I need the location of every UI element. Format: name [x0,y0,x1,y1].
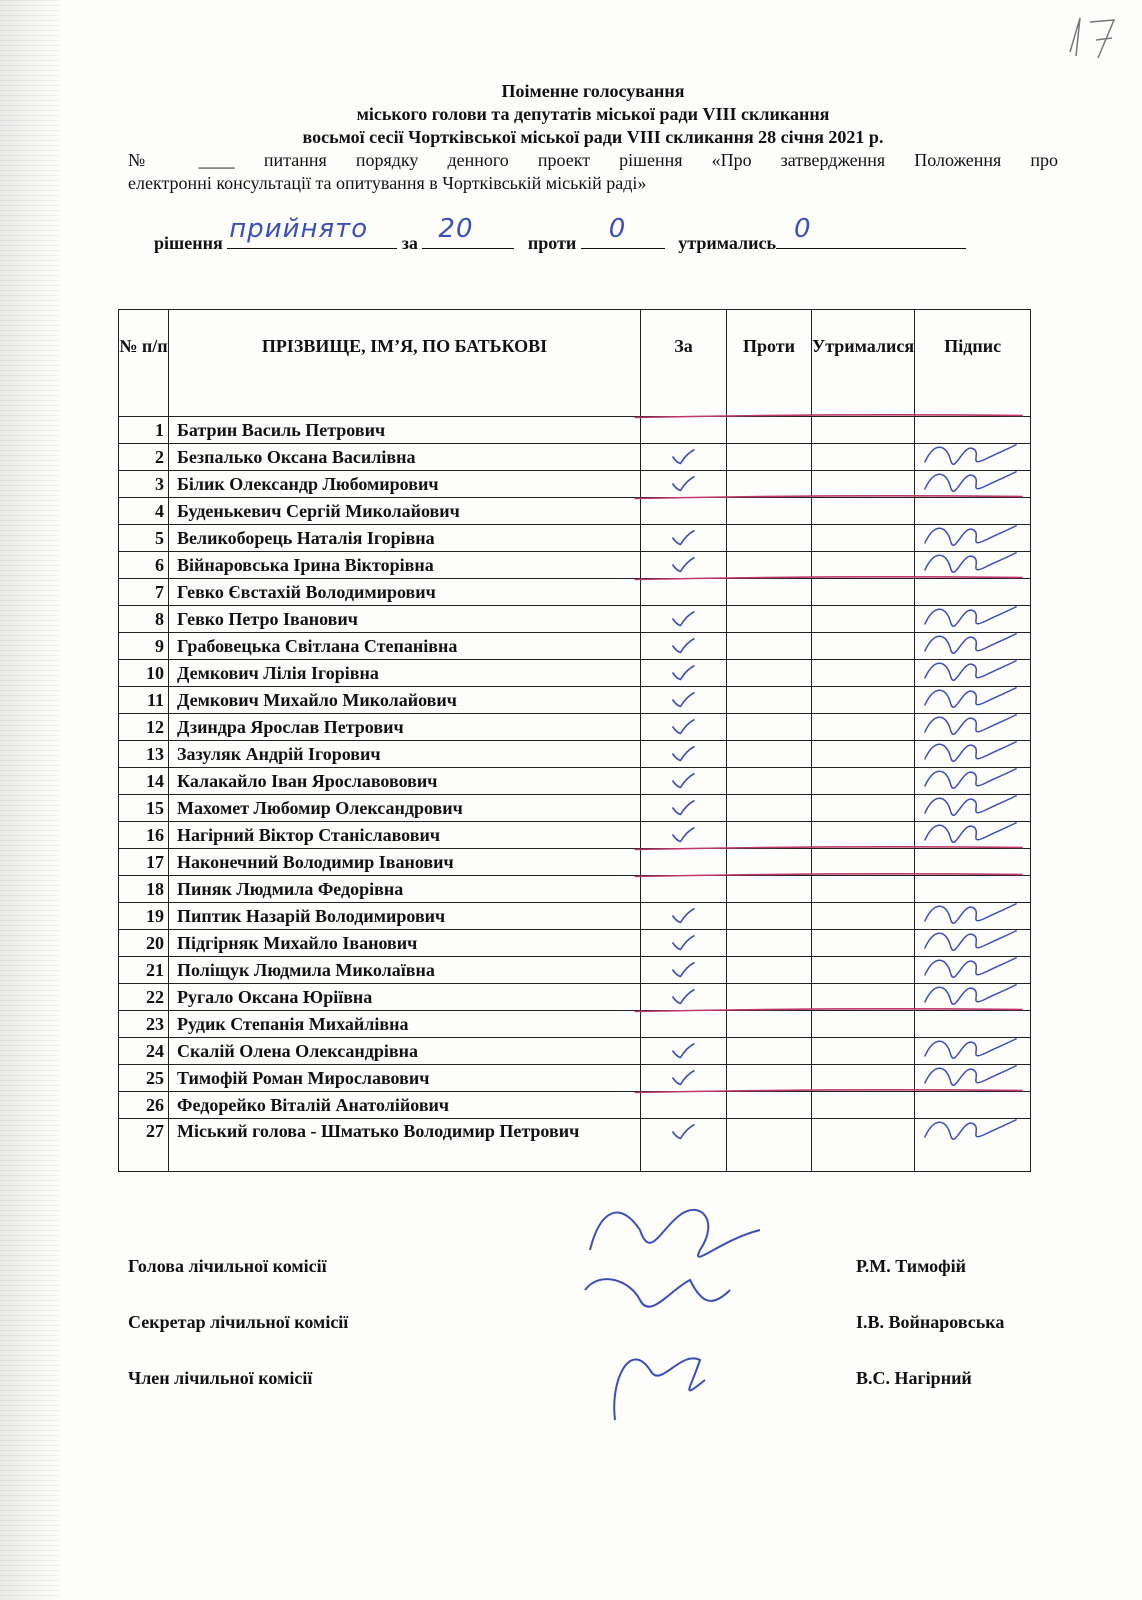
signature-cell [915,417,1031,444]
row-number: 5 [119,525,169,552]
header-abstained: Утрималися [812,310,915,417]
vote-abstained-cell [812,984,915,1011]
vote-for-cell [641,714,727,741]
chair-signature [590,1210,760,1257]
table-row [119,849,1031,876]
signature-cell [915,498,1031,525]
session-line: восьмої сесії Чортківської міської ради VIII скликання 28 січня 2021 р. [302,127,884,147]
signature-cell [915,849,1031,876]
row-number: 10 [119,660,169,687]
decision-value: прийнято [229,214,369,244]
signature-cell [915,660,1031,687]
row-number: 20 [119,930,169,957]
vote-against-cell [727,714,812,741]
scan-edge [0,0,60,1600]
member-name: Тимофій Роман Мирославович [169,1065,641,1092]
secretary-row [128,1312,1048,1368]
vote-for-cell [641,930,727,957]
table-row [119,741,1031,768]
vote-against-cell [727,579,812,606]
votes-table-body [119,417,1031,1172]
chair-name: Р.М. Тимофій [856,1256,967,1276]
row-number: 21 [119,957,169,984]
table-row [119,714,1031,741]
member-name: Демкович Михайло Миколайович [169,687,641,714]
member-name: Грабовецька Світлана Степанівна [169,633,641,660]
row-number: 26 [119,1092,169,1119]
member-name: Дзиндра Ярослав Петрович [169,714,641,741]
member-name: Гевко Євстахій Володимирович [169,579,641,606]
vote-for-cell [641,849,727,876]
member-role: Член лічильної комісії [128,1368,313,1388]
vote-against-cell [727,552,812,579]
vote-against-cell [727,741,812,768]
table-row [119,795,1031,822]
member-name: Гевко Петро Іванович [169,606,641,633]
table-row [119,660,1031,687]
vote-for-cell [641,498,727,525]
table-row [119,822,1031,849]
row-number: 15 [119,795,169,822]
against-label: проти [527,233,577,253]
header-name: ПРІЗВИЩЕ, ІМ’Я, ПО БАТЬКОВІ [169,310,641,417]
member-row [128,1368,1048,1424]
member-name: Поліщук Людмила Миколаївна [169,957,641,984]
vote-for-cell [641,525,727,552]
table-row [119,876,1031,903]
header-num: № п/п [119,310,169,417]
signature-cell [915,1011,1031,1038]
member-name: Федорейко Віталій Анатолійович [169,1092,641,1119]
vote-for-cell [641,417,727,444]
vote-abstained-cell [812,633,915,660]
member-name: Рудик Степанія Михайлівна [169,1011,641,1038]
vote-abstained-cell [812,471,915,498]
vote-abstained-cell [812,822,915,849]
table-header-row [119,310,1031,417]
vote-for-cell [641,1038,727,1065]
doc-title: Поіменне голосування [501,81,685,101]
row-number: 24 [119,1038,169,1065]
vote-for-cell [641,957,727,984]
member-name: Демкович Лілія Ігорівна [169,660,641,687]
table-row [119,471,1031,498]
vote-against-cell [727,984,812,1011]
question-line-2: електронні консультації та опитування в Чортківській міській раді» [128,173,647,193]
vote-against-cell [727,795,812,822]
signature-cell [915,1119,1031,1172]
member-name: Махомет Любомир Олександрович [169,795,641,822]
table-row [119,606,1031,633]
signature-cell [915,1065,1031,1092]
vote-abstained-cell [812,768,915,795]
vote-abstained-cell [812,444,915,471]
signature-cell [915,633,1031,660]
member-name: Безпалько Оксана Василівна [169,444,641,471]
table-row [119,498,1031,525]
member-name: Війнаровська Ірина Вікторівна [169,552,641,579]
for-field [422,214,514,249]
vote-for-cell [641,876,727,903]
table-row [119,768,1031,795]
vote-for-cell [641,444,727,471]
signature-cell [915,606,1031,633]
against-field [581,214,665,249]
signature-cell [915,795,1031,822]
row-number: 7 [119,579,169,606]
vote-against-cell [727,876,812,903]
vote-against-cell [727,606,812,633]
vote-against-cell [727,525,812,552]
signature-cell [915,471,1031,498]
vote-for-cell [641,741,727,768]
decision-label: рішення [154,233,223,253]
table-row [119,984,1031,1011]
vote-for-cell [641,768,727,795]
vote-abstained-cell [812,660,915,687]
row-number: 9 [119,633,169,660]
table-row [119,1119,1031,1172]
vote-for-cell [641,1011,727,1038]
vote-against-cell [727,957,812,984]
member-name: Наконечний Володимир Іванович [169,849,641,876]
row-number: 8 [119,606,169,633]
table-row [119,552,1031,579]
row-number: 12 [119,714,169,741]
vote-against-cell [727,471,812,498]
signature-cell [915,957,1031,984]
member-name: Скалій Олена Олександрівна [169,1038,641,1065]
table-row [119,633,1031,660]
vote-abstained-cell [812,552,915,579]
table-row [119,903,1031,930]
signature-cell [915,1092,1031,1119]
vote-for-cell [641,606,727,633]
vote-against-cell [727,1011,812,1038]
row-number: 13 [119,741,169,768]
document-header [128,80,1058,195]
table-row [119,687,1031,714]
table-row [119,1038,1031,1065]
table-row [119,525,1031,552]
signature-cell [915,822,1031,849]
row-number: 16 [119,822,169,849]
row-number: 19 [119,903,169,930]
member-name: В.С. Нагірний [856,1368,972,1388]
vote-against-cell [727,660,812,687]
table-row [119,579,1031,606]
vote-for-cell [641,903,727,930]
row-number: 22 [119,984,169,1011]
member-name: Зазуляк Андрій Ігорович [169,741,641,768]
vote-abstained-cell [812,795,915,822]
decision-field [227,214,397,249]
decision-line [154,214,966,254]
member-name: Пиняк Людмила Федорівна [169,876,641,903]
vote-abstained-cell [812,1011,915,1038]
signature-cell [915,579,1031,606]
row-number: 23 [119,1011,169,1038]
row-number: 1 [119,417,169,444]
chair-row [128,1256,1048,1312]
vote-for-cell [641,552,727,579]
signature-cell [915,903,1031,930]
member-name: Калакайло Іван Ярославовович [169,768,641,795]
member-name: Батрин Василь Петрович [169,417,641,444]
vote-for-cell [641,633,727,660]
vote-against-cell [727,1092,812,1119]
vote-against-cell [727,498,812,525]
vote-abstained-cell [812,525,915,552]
member-name: Підгірняк Михайло Іванович [169,930,641,957]
vote-against-cell [727,930,812,957]
member-name: Нагірний Віктор Станіславович [169,822,641,849]
vote-abstained-cell [812,687,915,714]
vote-for-cell [641,660,727,687]
abstained-field [776,214,966,249]
commission-footer [128,1256,1048,1424]
table-row [119,1011,1031,1038]
row-number: 17 [119,849,169,876]
for-label: за [401,233,418,253]
vote-against-cell [727,822,812,849]
vote-against-cell [727,1119,812,1172]
vote-for-cell [641,1092,727,1119]
member-name: Великоборець Наталія Ігорівна [169,525,641,552]
vote-for-cell [641,822,727,849]
vote-abstained-cell [812,498,915,525]
votes-table [118,309,1031,1172]
vote-for-cell [641,687,727,714]
signature-cell [915,876,1031,903]
signature-cell [915,525,1031,552]
header-against: Проти [727,310,812,417]
signature-cell [915,768,1031,795]
vote-against-cell [727,633,812,660]
vote-abstained-cell [812,1119,915,1172]
signature-cell [915,1038,1031,1065]
vote-for-cell [641,471,727,498]
row-number: 27 [119,1119,169,1172]
vote-for-cell [641,984,727,1011]
vote-against-cell [727,417,812,444]
member-name: Ругало Оксана Юріївна [169,984,641,1011]
signature-cell [915,687,1031,714]
row-number: 2 [119,444,169,471]
vote-against-cell [727,768,812,795]
row-number: 11 [119,687,169,714]
vote-for-cell [641,1065,727,1092]
row-number: 6 [119,552,169,579]
member-name: Пиптик Назарій Володимирович [169,903,641,930]
chair-role: Голова лічильної комісії [128,1256,327,1276]
vote-abstained-cell [812,876,915,903]
abstained-value: 0 [794,214,812,244]
vote-abstained-cell [812,1065,915,1092]
vote-against-cell [727,1038,812,1065]
vote-abstained-cell [812,579,915,606]
row-number: 25 [119,1065,169,1092]
vote-abstained-cell [812,606,915,633]
vote-abstained-cell [812,849,915,876]
signature-cell [915,930,1031,957]
secretary-name: І.В. Войнаровська [856,1312,1005,1332]
row-number: 4 [119,498,169,525]
vote-for-cell [641,795,727,822]
signature-cell [915,444,1031,471]
member-name: Буденькевич Сергій Миколайович [169,498,641,525]
vote-abstained-cell [812,741,915,768]
vote-abstained-cell [812,1038,915,1065]
vote-abstained-cell [812,930,915,957]
vote-abstained-cell [812,714,915,741]
vote-abstained-cell [812,417,915,444]
vote-against-cell [727,849,812,876]
vote-abstained-cell [812,903,915,930]
table-row [119,417,1031,444]
for-value: 20 [438,214,474,244]
doc-subtitle: міського голови та депутатів міської ради VIII скликання [356,104,830,124]
member-name: Міський голова - Шматько Володимир Петрович [169,1119,641,1172]
vote-for-cell [641,1119,727,1172]
signature-cell [915,741,1031,768]
signature-cell [915,714,1031,741]
header-for: За [641,310,727,417]
table-row [119,930,1031,957]
secretary-role: Секретар лічильної комісії [128,1312,349,1332]
vote-abstained-cell [812,957,915,984]
question-line-1: № ____ питання порядку денного проект рішення «Про затвердження Положення про [128,150,1058,170]
signature-cell [915,984,1031,1011]
table-row [119,444,1031,471]
vote-against-cell [727,1065,812,1092]
vote-against-cell [727,903,812,930]
vote-against-cell [727,687,812,714]
member-name: Білик Олександр Любомирович [169,471,641,498]
table-row [119,1092,1031,1119]
abstained-label: утримались [678,233,776,253]
handwritten-page-number [1062,12,1122,62]
signature-cell [915,552,1031,579]
table-row [119,957,1031,984]
row-number: 3 [119,471,169,498]
header-signature: Підпис [915,310,1031,417]
vote-against-cell [727,444,812,471]
row-number: 18 [119,876,169,903]
row-number: 14 [119,768,169,795]
vote-for-cell [641,579,727,606]
table-row [119,1065,1031,1092]
vote-abstained-cell [812,1092,915,1119]
against-value: 0 [608,214,627,244]
